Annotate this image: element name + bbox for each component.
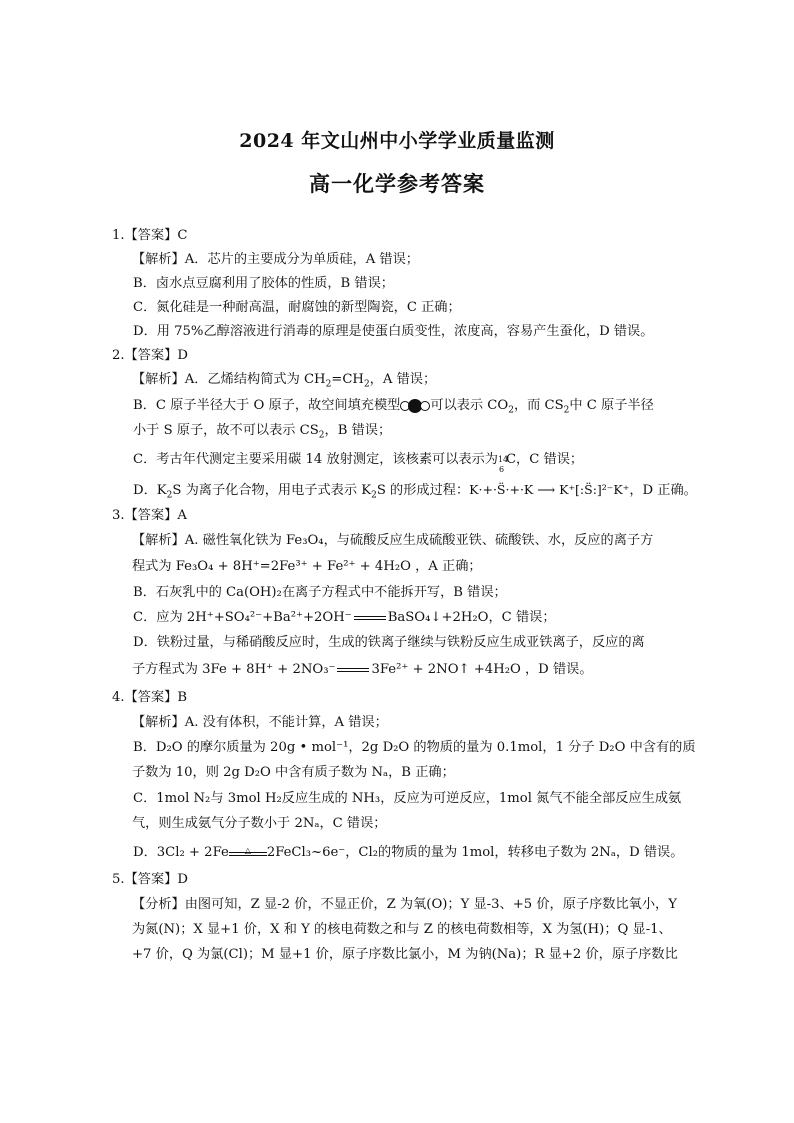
question-4-answer: 4.【答案】B <box>112 690 188 705</box>
q3-analysis-a2: 程式为 Fe₃O₄ + 8H⁺=2Fe³⁺ + Fe²⁺ + 4H₂O ，A 正确； <box>132 559 482 574</box>
q1-analysis-b: B．卤水点豆腐利用了胶体的性质，B 错误； <box>133 276 394 291</box>
q1-analysis-c: C．氮化硅是一种耐高温，耐腐蚀的新型陶瓷，C 正确； <box>133 300 461 315</box>
nuclide-notation: 14 6 <box>497 454 509 474</box>
q1-analysis-a: 【解析】A．芯片的主要成分为单质硅，A 错误； <box>132 252 419 267</box>
q4-analysis-b2: 子数为 10，则 2g D₂O 中含有质子数为 Nₐ，B 正确； <box>132 765 455 780</box>
q3-analysis-c: C．应为 2H⁺+SO₄²⁻+Ba²⁺+2OH⁻ BaSO₄↓+2H₂O，C 错误； <box>133 610 556 625</box>
q5-analysis-3: +7 价，Q 为氯(Cl)；M 显+1 价，原子序数比氯小，M 为钠(Na)；R 显+2 价，原子序数比 <box>132 947 678 962</box>
q3-analysis-d: D．铁粉过量，与稀硝酸反应时，生成的铁离子继续与铁粉反应生成亚铁离子，反应的离 <box>133 635 645 650</box>
co2-space-filling-model-icon <box>400 399 430 413</box>
q1-analysis-d: D．用 75%乙醇溶液进行消毒的原理是使蛋白质变性，浓度高，容易产生蚕化，D 错误。 <box>133 324 654 339</box>
question-5-answer: 5.【答案】D <box>112 872 188 887</box>
q4-analysis-a: 【解析】A. 没有体积，不能计算，A 错误； <box>132 715 388 730</box>
q2-analysis-b2: 小于 S 原子，故不可以表示 $CS_2$，B 错误； <box>133 423 392 441</box>
q2-analysis-b: B．C 原子半径大于 O 原子，故空间填充模型 可以表示 $CO_2$，而 $CS_2$中 C 原子半径 <box>133 398 654 416</box>
q2-analysis-a: 【解析】A．乙烯结构简式为 $CH_2=CH_2$，A 错误； <box>132 372 437 390</box>
q5-analysis-1: 【分析】由图可知，Z 显-2 价，不显正价，Z 为氧(O)；Y 显-3、+5 价，原子序数比氧小，Y <box>132 897 677 912</box>
question-1-answer: 1.【答案】C <box>112 228 188 243</box>
q3-analysis-a: 【解析】A. 磁性氧化铁为 Fe₃O₄，与硫酸反应生成硫酸亚铁、硫酸铁、水，反应的离子方 <box>132 533 654 548</box>
q4-analysis-c2: 气，则生成氨气分子数小于 2Nₐ，C 错误； <box>132 816 387 831</box>
heat-condition-sign: △ <box>229 850 267 856</box>
equals-sign <box>337 668 369 672</box>
q4-analysis-d: D．3Cl₂ + 2Fe △ 2FeCl₃~6e⁻，Cl₂的物质的量为 1mol，转移电子数为 2Nₐ，D 错误。 <box>133 845 684 860</box>
q3-analysis-d2: 子方程式为 3Fe + 8H⁺ + 2NO₃⁻ 3Fe²⁺ + 2NO↑ +4H₂O ，D 错误。 <box>132 662 593 677</box>
q2-analysis-d: D．$K_2S$ 为离子化合物，用电子式表示 $K_2S$ 的形成过程：K·+·S̈·+·K ⟶ K⁺[:S̈:]²⁻K⁺，D 正确。 <box>133 482 697 501</box>
q5-analysis-2: 为氮(N)；X 显+1 价，X 和 Y 的核电荷数之和与 Z 的核电荷数相等，X 为氢(H)；Q 显-1、 <box>132 922 672 937</box>
q4-analysis-b: B．D₂O 的摩尔质量为 20g • mol⁻¹，2g D₂O 的物质的量为 0.1mol，1 分子 D₂O 中含有的质 <box>133 740 696 755</box>
q3-analysis-b: B．石灰乳中的 Ca(OH)₂在离子方程式中不能拆开写，B 错误； <box>133 585 507 600</box>
question-3-answer: 3.【答案】A <box>112 508 187 523</box>
q4-analysis-c: C．1mol N₂与 3mol H₂反应生成的 NH₃，反应为可逆反应，1mol 氮气不能全部反应生成氨 <box>133 791 682 806</box>
page-title: 2024 年文山州中小学学业质量监测 <box>239 130 555 152</box>
page-subtitle: 高一化学参考答案 <box>309 171 485 196</box>
equals-sign <box>354 616 386 620</box>
q2-analysis-c: C．考古年代测定主要采用碳 14 放射测定，该核素可以表示为 14 6 C，C 错误； <box>133 452 584 474</box>
question-2-answer: 2.【答案】D <box>112 348 188 363</box>
electron-formula: K·+·S̈·+·K ⟶ K⁺[:S̈:]²⁻K⁺ <box>469 482 630 497</box>
